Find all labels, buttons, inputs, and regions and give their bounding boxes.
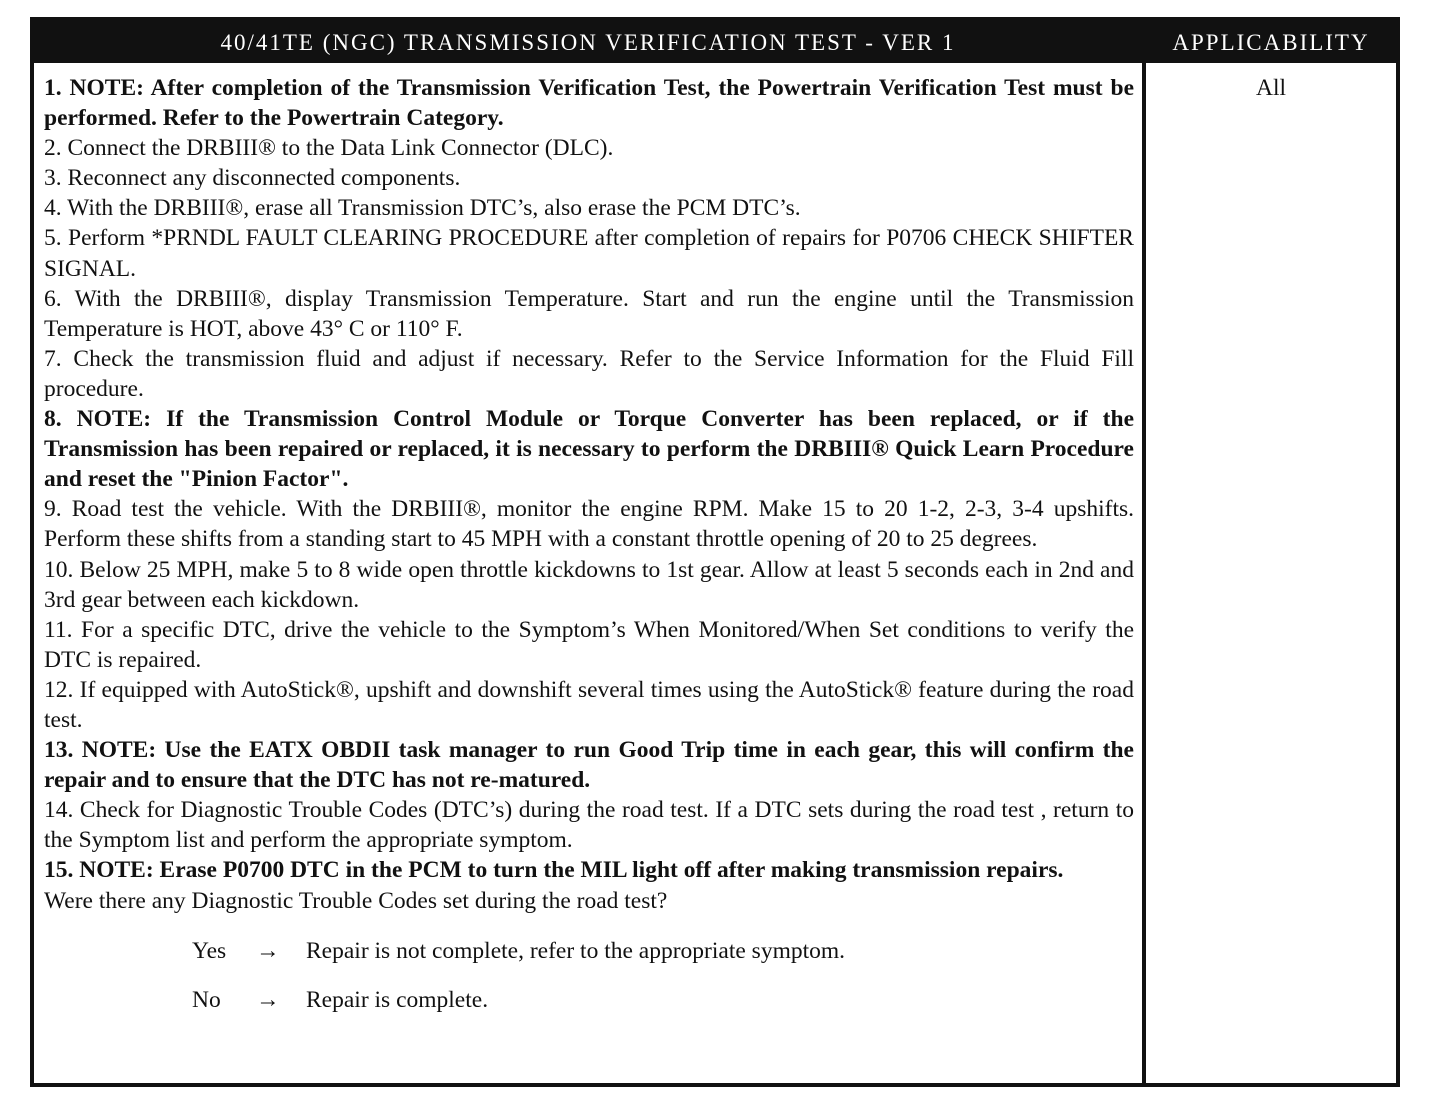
step-14: 14. Check for Diagnostic Trouble Codes (DTC’s) during the road test. If a DTC sets during the road test , return to the Symptom list and perform the appropriate symptom. (44, 797, 1134, 854)
step-4: 4. With the DRBIII®, erase all Transmission DTC’s, also erase the PCM DTC’s. (44, 195, 801, 222)
procedure-steps (44, 73, 1134, 1034)
answer-no (44, 985, 1134, 1034)
step-9: 9. Road test the vehicle. With the DRBIII®, monitor the engine RPM. Make 15 to 20 1-2, 2-3, 3-4 upshifts. Perform these shifts from a standing start to 45 MPH with a constant throttle opening of 20 to 25 degrees. (44, 496, 1134, 553)
step-10: 10. Below 25 MPH, make 5 to 8 wide open throttle kickdowns to 1st gear. Allow at least 5 seconds each in 2nd and 3rd gear between each kickdown. (44, 556, 1134, 613)
step-11: 11. For a specific DTC, drive the vehicle to the Symptom’s When Monitored/When Set conditions to verify the DTC is repaired. (44, 616, 1134, 673)
step-7: 7. Check the transmission fluid and adjust if necessary. Refer to the Service Information for the Fluid Fill procedure. (44, 345, 1134, 402)
answer-yes-label: Yes (192, 937, 227, 964)
step-5: 5. Perform *PRNDL FAULT CLEARING PROCEDURE after completion of repairs for P0706 CHECK SHIFTER SIGNAL. (44, 225, 1134, 282)
applicability-value: All (1255, 75, 1287, 101)
step-1: 1. NOTE: After completion of the Transmission Verification Test, the Powertrain Verification Test must be performed. Refer to the Powertrain Category. (44, 75, 1134, 132)
answer-no-result: Repair is complete. (306, 986, 489, 1013)
answer-yes (44, 936, 1134, 985)
answer-yes-result: Repair is not complete, refer to the appropriate symptom. (306, 937, 846, 964)
test-title: 40/41TE (NGC) TRANSMISSION VERIFICATION TEST - VER 1 (220, 30, 956, 55)
applicability-heading: APPLICABILITY (1172, 30, 1370, 55)
step-2: 2. Connect the DRBIII® to the Data Link Connector (DLC). (44, 135, 614, 162)
step-15: 15. NOTE: Erase P0700 DTC in the PCM to turn the MIL light off after making transmission repairs. (44, 857, 1064, 884)
step-12: 12. If equipped with AutoStick®, upshift and downshift several times using the AutoStick® feature during the road test. (44, 676, 1134, 733)
column-divider (1142, 21, 1146, 1083)
table-header (34, 21, 1396, 63)
test-question: Were there any Diagnostic Trouble Codes set during the road test? (44, 887, 668, 914)
step-3: 3. Reconnect any disconnected components. (44, 165, 461, 192)
answer-list (44, 936, 1134, 1034)
step-8: 8. NOTE: If the Transmission Control Module or Torque Converter has been replaced, or if the Transmission has been repaired or replaced, it is necessary to perform the DRBIII® Quick Learn Procedure and reset the "Pinion Factor". (44, 406, 1134, 493)
step-6: 6. With the DRBIII®, display Transmission Temperature. Start and run the engine until the Transmission Temperature is HOT, above 43° C or 110° F. (44, 285, 1134, 342)
step-13: 13. NOTE: Use the EATX OBDII task manager to run Good Trip time in each gear, this will confirm the repair and to ensure that the DTC has not re-matured. (44, 737, 1134, 794)
right-arrow-icon: → (256, 937, 280, 964)
right-arrow-icon: → (256, 986, 280, 1013)
answer-no-label: No (192, 986, 221, 1013)
verification-test-table (30, 17, 1400, 1087)
